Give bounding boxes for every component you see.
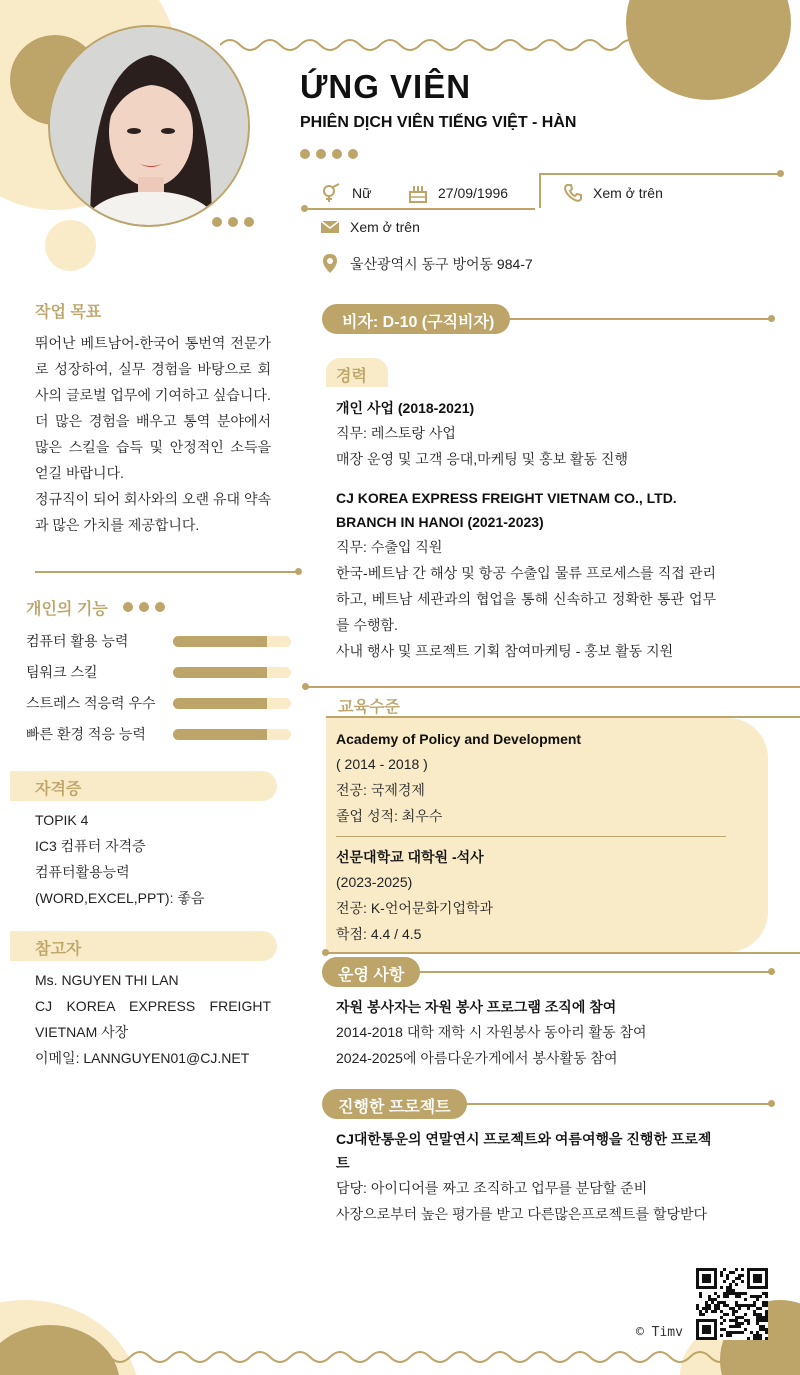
project-line: 담당: 아이디어를 짜고 조직하고 업무를 분담할 준비	[336, 1180, 648, 1196]
visa-badge: 비자: D-10 (구직비자)	[322, 304, 510, 334]
gender-value: Nữ	[352, 185, 372, 201]
skill-bar	[173, 636, 291, 647]
divider	[539, 173, 779, 175]
skill-level	[173, 667, 267, 678]
email-value[interactable]: Xem ở trên	[350, 219, 420, 235]
activity-line: 2024-2025에 아름다운가게에서 봉사활동 참여	[336, 1050, 618, 1066]
activities-body	[336, 995, 716, 1071]
job-title: PHIÊN DỊCH VIÊN TIẾNG VIỆT - HÀN	[300, 114, 577, 131]
divider-dot	[322, 949, 329, 956]
education-line: 전공: 국제경제	[336, 782, 425, 798]
projects-badge: 진행한 프로젝트	[322, 1089, 467, 1119]
skill-bar	[173, 667, 291, 678]
experience-line: 한국-베트남 간 해상 및 항공 수출입 물류 프로세스를 직접 관리하고, 베트남 세관과의 협업을 통해 신속하고 정확한 통관 업무를 수행함.	[336, 565, 716, 633]
experience-company: CJ KOREA EXPRESS FREIGHT VIETNAM CO., LTD. BRANCH IN HANOI (2021-2023)	[336, 490, 677, 530]
certificate-item: IC3 컴퓨터 자격증	[35, 838, 146, 854]
skill-level	[173, 636, 267, 647]
address-value: 울산광역시 동구 방어동 984-7	[350, 256, 533, 272]
experience-line: 직무: 수출입 직원	[336, 539, 443, 555]
education-line: 졸업 성적: 최우수	[336, 808, 443, 824]
objective-title: 작업 목표	[35, 304, 102, 321]
skill-bar	[173, 729, 291, 740]
reference-company: CJ KOREA EXPRESS FREIGHT VIETNAM 사장	[35, 998, 271, 1040]
activities-badge: 운영 사항	[322, 957, 420, 987]
divider	[539, 173, 541, 208]
divider-dot	[295, 568, 302, 575]
divider	[306, 686, 800, 688]
dots-decoration	[212, 214, 260, 232]
gender-icon	[320, 183, 342, 203]
references-body	[35, 967, 271, 1071]
certificates-header	[10, 771, 277, 801]
activities-heading: 자원 봉사자는 자원 봉사 프로그램 조직에 참여	[336, 999, 617, 1015]
divider-dot	[301, 205, 308, 212]
references-header	[10, 931, 277, 961]
phone-icon	[563, 183, 583, 203]
skill-item	[26, 724, 296, 744]
divider	[326, 952, 800, 954]
qr-code[interactable]	[696, 1268, 768, 1340]
references-title: 참고자	[35, 941, 82, 958]
dots-decoration	[123, 599, 171, 617]
wave-decoration	[90, 1345, 730, 1370]
avatar	[48, 25, 250, 227]
skill-label: 컴퓨터 활용 능력	[26, 633, 129, 649]
divider-dot	[777, 170, 784, 177]
divider-dot	[768, 968, 775, 975]
skill-bar	[173, 698, 291, 709]
dots-decoration	[300, 146, 364, 164]
divider-dot	[768, 315, 775, 322]
decor-circle	[626, 0, 791, 100]
reference-email[interactable]: 이메일: LANNGUYEN01@CJ.NET	[35, 1050, 250, 1066]
email-row	[320, 219, 420, 235]
objective-body	[35, 330, 271, 538]
skills-title: 개인의 기능	[26, 601, 108, 618]
education-line: 전공: K-언어문화기업학과	[336, 900, 494, 916]
birthday-row	[408, 183, 508, 203]
education-line: 학점: 4.4 / 4.5	[336, 926, 422, 942]
project-line: 사장으로부터 높은 평가를 받고 다른많은프로젝트를 할당받다	[336, 1206, 708, 1222]
experience-company: 개인 사업 (2018-2021)	[336, 400, 475, 416]
cake-icon	[408, 183, 428, 203]
skill-level	[173, 698, 267, 709]
divider-dot	[768, 1100, 775, 1107]
divider	[35, 571, 297, 573]
gender-row	[320, 183, 371, 203]
experience-title: 경력	[336, 368, 367, 385]
divider	[510, 318, 772, 320]
certificates-list	[35, 807, 204, 911]
decor-circle	[45, 220, 96, 271]
experience-line: 직무: 레스토랑 사업	[336, 425, 456, 441]
projects-body	[336, 1127, 716, 1227]
skill-level	[173, 729, 267, 740]
location-icon	[320, 253, 340, 275]
education-school: Academy of Policy and Development	[336, 731, 582, 747]
skill-label: 빠른 환경 적응 능력	[26, 726, 146, 742]
candidate-name: ỨNG VIÊN	[300, 68, 472, 105]
divider-dot	[302, 683, 309, 690]
activity-line: 2014-2018 대학 재학 시 자원봉사 동아리 활동 참여	[336, 1024, 647, 1040]
phone-row	[563, 183, 663, 203]
mail-icon	[320, 219, 340, 235]
skill-item	[26, 693, 296, 713]
certificate-item: (WORD,EXCEL,PPT): 좋음	[35, 890, 205, 906]
birthday-value: 27/09/1996	[438, 185, 509, 201]
experience-line: 사내 행사 및 프로젝트 기획 참여마케팅 - 홍보 활동 지원	[336, 643, 674, 659]
objective-paragraph: 정규직이 되어 회사와의 오랜 유대 약속과 많은 가치를 제공합니다.	[35, 491, 271, 533]
copyright-text: © Timv	[636, 1325, 683, 1340]
objective-paragraph: 뛰어난 베트남어-한국어 통번역 전문가로 성장하여, 실무 경험을 바탕으로 회사의 글로벌 업무에 기여하고 싶습니다.	[35, 335, 271, 403]
experience-line: 매장 운영 및 고객 응대,마케팅 및 홍보 활동 진행	[336, 451, 628, 467]
education-line: ( 2014 - 2018 )	[336, 756, 428, 772]
skill-label: 스트레스 적응력 우수	[26, 695, 156, 711]
divider	[415, 971, 771, 973]
skill-label: 팀워크 스킬	[26, 664, 98, 680]
divider	[305, 208, 535, 210]
reference-name: Ms. NGUYEN THI LAN	[35, 972, 179, 988]
objective-paragraph: 더 많은 경험을 배우고 통역 분야에서 많은 스킬을 습득 및 안정적인 소득을 얻길 바랍니다.	[35, 413, 271, 481]
education-title: 교육수준	[338, 699, 400, 716]
certificate-item: 컴퓨터활용능력	[35, 864, 130, 880]
address-row	[320, 253, 533, 275]
certificate-item: TOPIK 4	[35, 812, 89, 828]
certificates-title: 자격증	[35, 781, 82, 798]
project-heading: CJ대한통운의 연말연시 프로젝트와 여름여행을 진행한 프로젝트	[336, 1131, 712, 1171]
experience-list	[336, 396, 716, 664]
wave-decoration	[220, 30, 640, 60]
education-school: 선문대학교 대학원 -석사	[336, 849, 484, 865]
skill-item	[26, 662, 296, 682]
education-line: (2023-2025)	[336, 874, 413, 890]
divider	[336, 836, 726, 837]
skill-item	[26, 631, 296, 651]
divider	[464, 1103, 771, 1105]
phone-value[interactable]: Xem ở trên	[593, 185, 663, 201]
education-list	[336, 727, 726, 947]
